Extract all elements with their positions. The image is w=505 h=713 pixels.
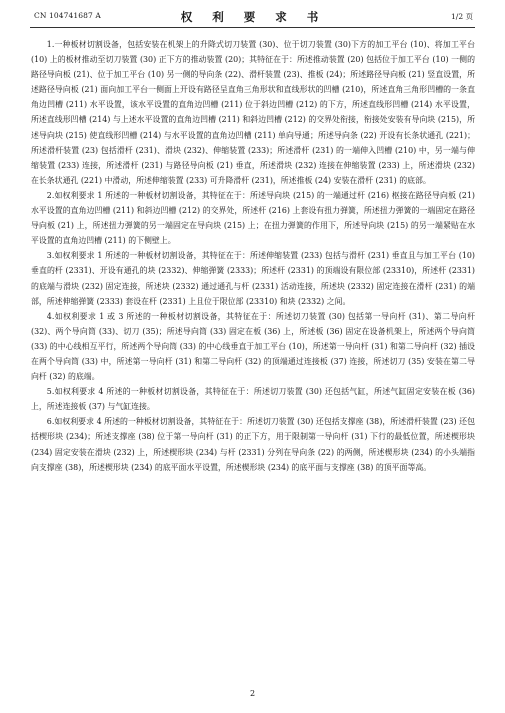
page-count: 1/2 页 xyxy=(451,12,473,21)
page-header xyxy=(34,9,473,25)
claims-body xyxy=(31,37,475,475)
claim-1: 1.一种板材切割设备，包括安装在机架上的升降式切刀装置 (30)、位于切刀装置 (30)下方的加工平台 (10)、将加工平台 (10) 上的板材推动至切刀装置 (30) 正下方的推动装置 (20)；其特征在于：所述推动装置 (20) 包括位于加工平台 (10) 一侧的路径导向板 (21)、位于加工平台 (10) 另一侧的导向条 (22)、滑杆装置 (23)、推板 (24)；所述路径导向板 (21) 竖直设置，所述路径导向板 (21) 面向加工平台一侧面上开设有路径呈直角三角形状和直线形状的凹槽 (210)，所述直角三角形凹槽的一条直角边凹槽 (211) 水平设置，该水平设置的直角边凹槽 (211) 位于斜边凹槽 (212) 的下方，所述直线形凹槽 (214) 水平设置，所述直线形凹槽 (214) 与上述水平设置的直角边凹槽 (211) 和斜边凹槽 (212) 的交界处衔接，衔接处安装有导向块 (215)，所述导向块 (215) 使直线形凹槽 (214) 与水平设置的直角边凹槽 (211) 单向导通；所述导向条 (22) 开设有长条状通孔 (221)；所述滑杆装置 (23) 包括滑杆 (231)、滑块 (232)、伸缩装置 (233)；所述滑杆 (231) 的一端伸入凹槽 (210) 中，另一端与伸缩装置 (233) 连接，所述滑杆 (231) 与路径导向板 (21) 垂直，所述滑块 (232) 连接在伸缩装置 (233) 上，所述滑块 (232) 在长条状通孔 (221) 中滑动，所述伸缩装置 (233) 可升降滑杆 (231)，所述推板 (24) 安装在滑杆 (231) 的底部。 xyxy=(31,40,475,185)
doc-number: CN 104741687 A xyxy=(34,11,101,20)
claim-6: 6.如权利要求 4 所述的一种板材切割设备，其特征在于：所述切刀装置 (30) 还包括支撑座 (38)，所述滑杆装置 (23) 还包括楔形块 (234)；所述支撑座 (38) 位于第一导向杆 (31) 的正下方，用于限制第一导向杆 (31) 下行的最低位置，所述楔形块 (234) 固定安装在滑块 (232) 上，所述楔形块 (234) 与杆 (2331) 分列在导向条 (22) 的两侧，所述楔形块 (234) 的小头端指向支撑座 (38)，所述楔形块 (234) 的底平面水平设置，所述楔形块 (234) 的底平面与支撑座 (38) 的顶平面等高。 xyxy=(31,417,475,472)
header-divider xyxy=(30,27,475,28)
page-number: 2 xyxy=(249,689,256,698)
claim-4: 4.如权利要求 1 或 3 所述的一种板材切割设备，其特征在于：所述切刀装置 (30) 包括第一导向杆 (31)、第二导向杆 (32)、两个导向筒 (33)、切刀 (35)；所述导向筒 (33) 固定在板 (36) 上，所述板 (36) 固定在设备机架上，所述两个导向筒 (33) 的中心线相互平行，所述两个导向筒 (33) 的中心线垂直于加工平台 (10)，所述第一导向杆 (31) 和第二导向杆 (32) 插设在两个导向筒 (33) 中，所述第一导向杆 (31) 和第二导向杆 (32) 的顶端通过连接板 (37) 连接，所述切刀 (35) 安装在第二导向杆 (32) 的底端。 xyxy=(31,311,475,382)
claim-5: 5.如权利要求 4 所述的一种板材切割设备，其特征在于：所述切刀装置 (30) 还包括气缸，所述气缸固定安装在板 (36) 上，所述连接板 (37) 与气缸连接。 xyxy=(31,387,475,412)
claim-2: 2.如权利要求 1 所述的一种板材切割设备，其特征在于：所述导向块 (215) 的一端通过杆 (216) 枢接在路径导向板 (21) 水平设置的直角边凹槽 (211) 和斜边凹槽 (212) 的交界处，所述杆 (216) 上套设有扭力弹簧，所述扭力弹簧的一端固定在路径导向板 (21) 上，所述扭力弹簧的另一端固定在导向块 (215) 上；在扭力弹簧的作用下，所述导向块 (215) 的另一端紧贴在水平设置的直角边凹槽 (211) 的下侧壁上。 xyxy=(31,190,475,246)
claim-3: 3.如权利要求 1 所述的一种板材切割设备，其特征在于：所述伸缩装置 (233) 包括与滑杆 (231) 垂直且与加工平台 (10) 垂直的杆 (2331)、开设有通孔的块 (2332)、伸缩弹簧 (2333)；所述杆 (2331) 的顶端设有限位部 (23310)，所述杆 (2331) 的底端与滑块 (232) 固定连接，所述块 (2332) 通过通孔与杆 (2331) 活动连接，所述块 (2332) 固定连接在滑杆 (231) 的端部，所述伸缩弹簧 (2333) 套设在杆 (2331) 上且位于限位部 (23310) 和块 (2332) 之间。 xyxy=(31,251,475,306)
doc-title: 权 利 要 求 书 xyxy=(180,10,327,24)
